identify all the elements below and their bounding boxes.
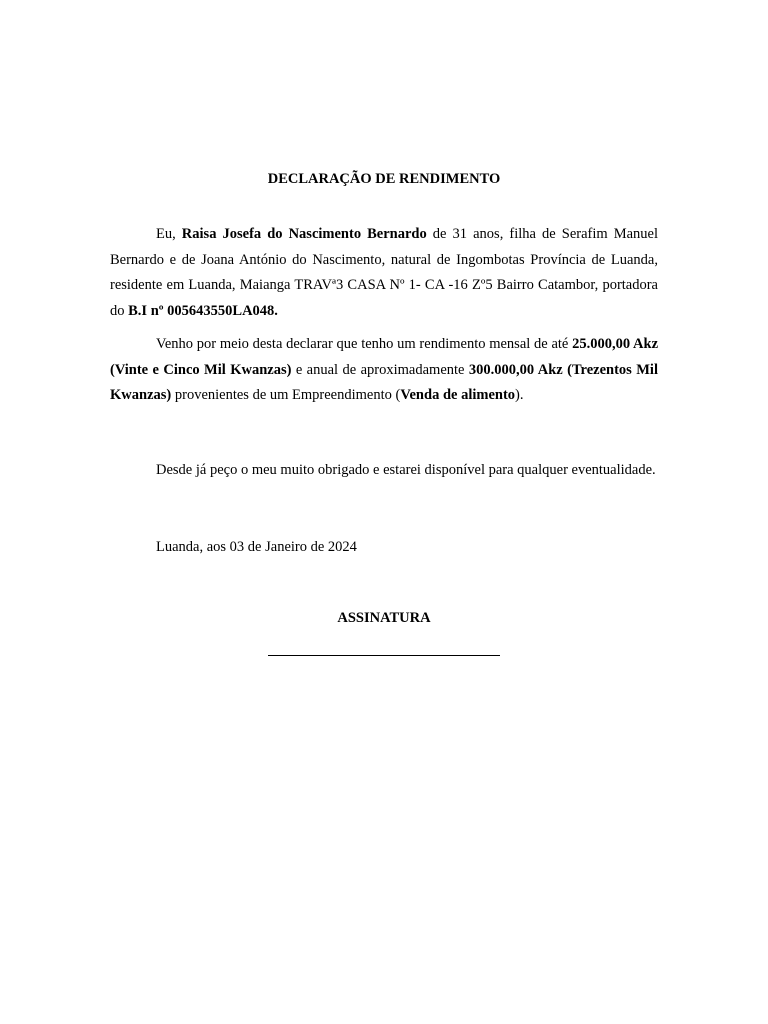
paragraph-identification-rest: de 31 anos, filha de Serafim Manuel Bernardo e de Joana António do Nascimento, natural de Ingombotas Província de Luanda, residente em Luanda, Maianga TRAVª3 CASA Nº 1- CA -16 Zº5 Bairro Catambor, portadora do: [110, 226, 658, 319]
monthly-income: 25.000,00 Akz (Vinte e Cinco Mil Kwanzas): [110, 336, 659, 378]
paragraph-income-after: provenientes de um Empreendimento (: [171, 387, 401, 403]
paragraph-income-close: ).: [515, 387, 524, 403]
paragraph-identification-intro: Eu,: [156, 226, 182, 242]
paragraph-income-middle: e anual de aproximadamente: [291, 361, 469, 378]
paragraph-income-intro: Venho por meio desta declarar que tenho um rendimento mensal de até: [156, 336, 573, 352]
paragraph-closing: Desde já peço o meu muito obrigado e estarei disponível para qualquer eventualidade.: [156, 462, 656, 478]
business-type: Venda de alimento: [400, 387, 516, 403]
date-line: Luanda, aos 03 de Janeiro de 2024: [156, 539, 357, 555]
paragraph-income: [110, 332, 658, 409]
declarant-name: Raisa Josefa do Nascimento Bernardo: [181, 226, 427, 242]
annual-income: 300.000,00 Akz (Trezentos Mil Kwanzas): [110, 361, 658, 403]
document-title: DECLARAÇÃO DE RENDIMENTO: [267, 171, 501, 187]
id-number: B.I nº 005643550LA048.: [128, 302, 278, 319]
paragraph-identification: [110, 222, 658, 324]
signature-label: ASSINATURA: [337, 610, 431, 626]
signature-line: [268, 655, 500, 656]
